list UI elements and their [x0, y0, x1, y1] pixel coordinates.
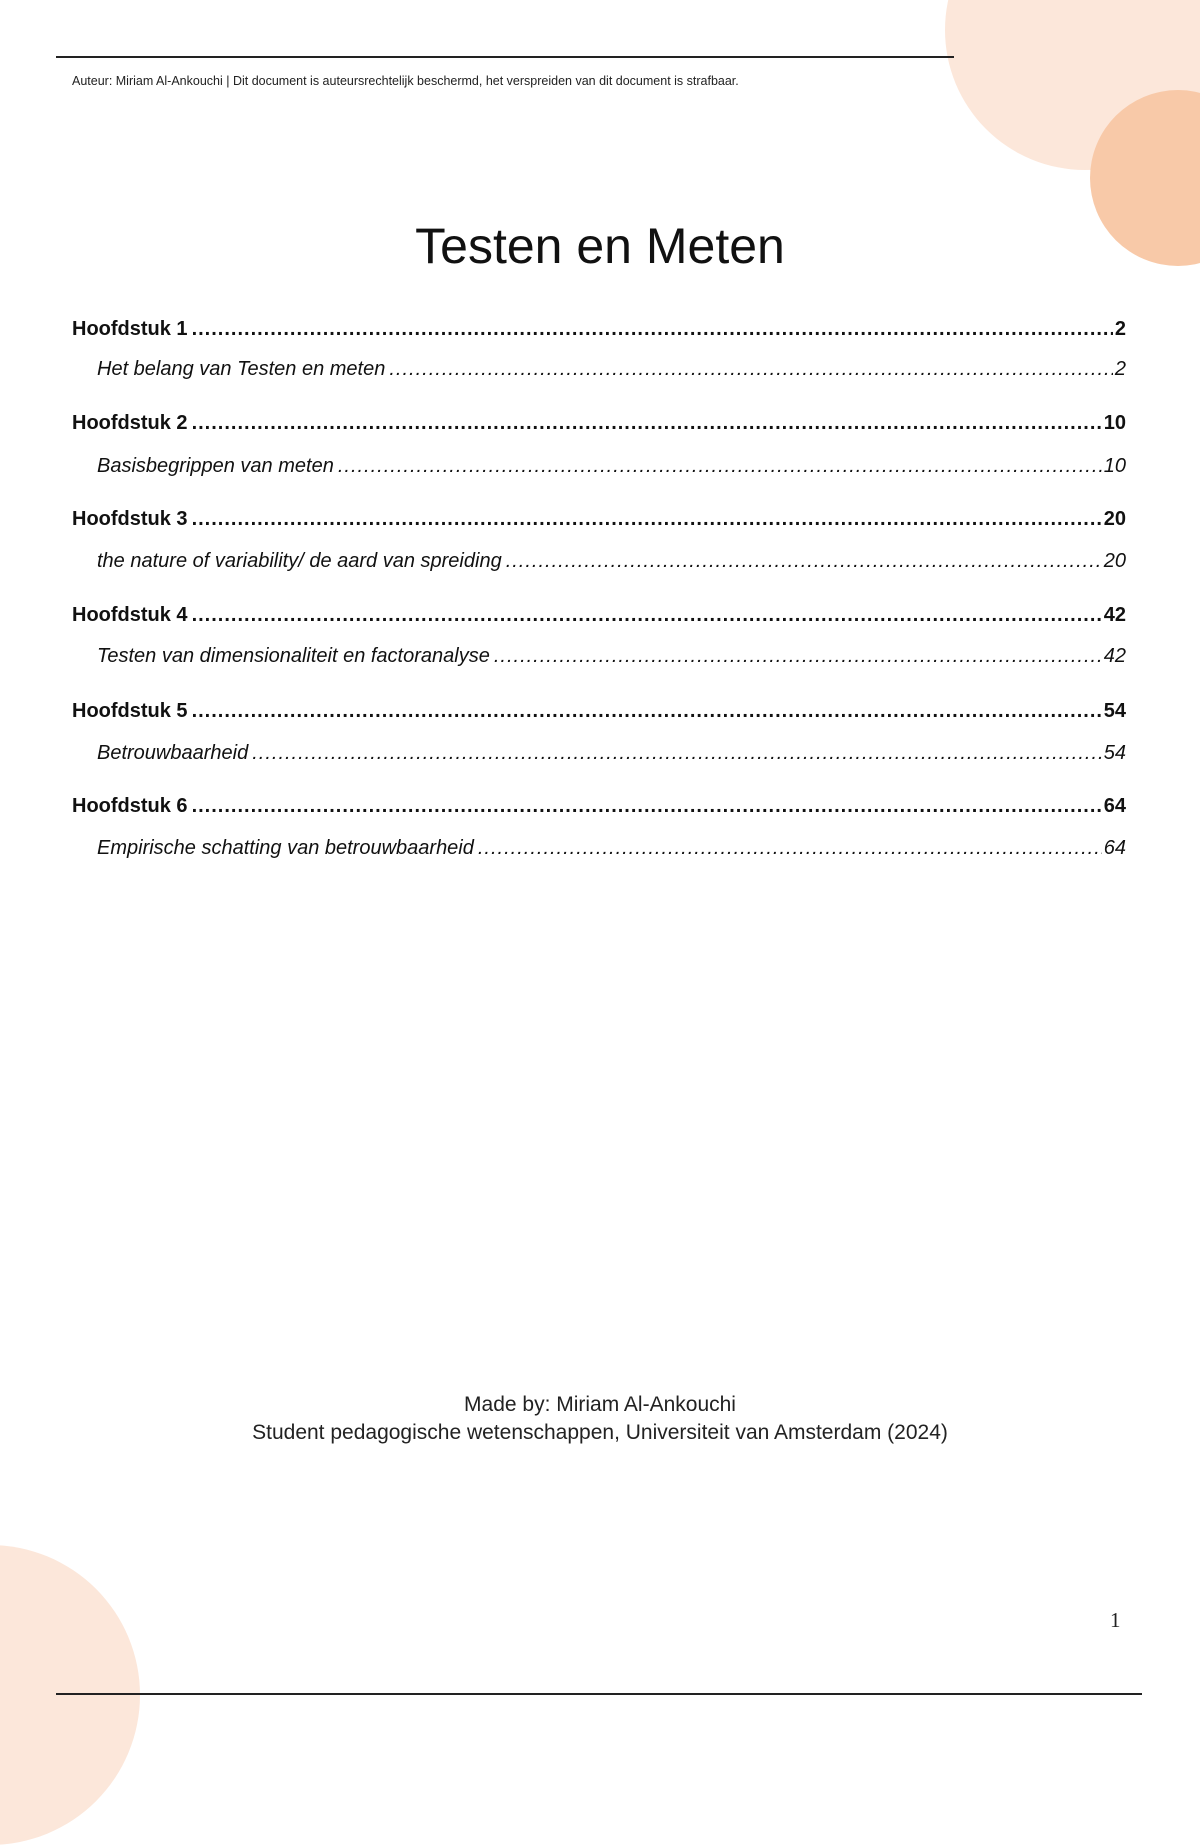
copyright-notice: Auteur: Miriam Al-Ankouchi | Dit document is auteursrechtelijk beschermd, het verspreiden van dit document is strafbaar. — [72, 74, 739, 88]
toc-chapter-label: Hoofdstuk 6 — [72, 795, 188, 817]
toc-leader-dots — [494, 645, 1102, 668]
toc-leader-dots — [192, 700, 1102, 723]
toc-section-label: the nature of variability/ de aard van spreiding — [97, 550, 502, 572]
toc-page-number: 64 — [1103, 795, 1126, 817]
toc-page-number: 54 — [1103, 700, 1126, 722]
toc-chapter-label: Hoofdstuk 5 — [72, 700, 188, 722]
toc-leader-dots — [192, 795, 1102, 818]
credits-affiliation: Student pedagogische wetenschappen, Universiteit van Amsterdam (2024) — [252, 1421, 948, 1444]
toc-leader-dots — [389, 358, 1113, 381]
toc-page-number: 2 — [1114, 318, 1126, 340]
toc-section-5[interactable] — [97, 742, 1126, 765]
toc-chapter-5[interactable] — [72, 700, 1126, 723]
toc-chapter-4[interactable] — [72, 604, 1126, 627]
toc-section-label: Betrouwbaarheid — [97, 742, 249, 764]
toc-page-number: 64 — [1103, 837, 1126, 859]
toc-section-4[interactable] — [97, 645, 1126, 668]
toc-page-number: 42 — [1103, 604, 1126, 626]
toc-leader-dots — [478, 837, 1102, 860]
toc-leader-dots — [192, 508, 1102, 531]
toc-leader-dots — [192, 604, 1102, 627]
toc-section-label: Het belang van Testen en meten — [97, 358, 386, 380]
toc-section-2[interactable] — [97, 455, 1126, 478]
page-number: 1 — [1110, 1608, 1121, 1632]
toc-chapter-3[interactable] — [72, 508, 1126, 531]
toc-page-number: 10 — [1103, 412, 1126, 434]
toc-chapter-2[interactable] — [72, 412, 1126, 435]
toc-chapter-label: Hoofdstuk 3 — [72, 508, 188, 530]
footer-rule — [56, 1693, 1142, 1695]
toc-chapter-label: Hoofdstuk 4 — [72, 604, 188, 626]
toc-leader-dots — [506, 550, 1102, 573]
toc-page-number: 10 — [1103, 455, 1126, 477]
toc-section-6[interactable] — [97, 837, 1126, 860]
header-rule — [56, 56, 954, 58]
toc-page-number: 20 — [1103, 550, 1126, 572]
toc-leader-dots — [192, 318, 1113, 341]
toc-leader-dots — [192, 412, 1102, 435]
toc-section-label: Testen van dimensionaliteit en factoranalyse — [97, 645, 490, 667]
toc-section-1[interactable] — [97, 358, 1126, 381]
toc-page-number: 54 — [1103, 742, 1126, 764]
toc-leader-dots — [252, 742, 1102, 765]
toc-chapter-1[interactable] — [72, 318, 1126, 341]
decorative-circle-bottom — [0, 1545, 140, 1845]
toc-chapter-6[interactable] — [72, 795, 1126, 818]
toc-chapter-label: Hoofdstuk 2 — [72, 412, 188, 434]
credits-author: Made by: Miriam Al-Ankouchi — [464, 1393, 736, 1416]
document-title: Testen en Meten — [415, 218, 785, 274]
toc-chapter-label: Hoofdstuk 1 — [72, 318, 188, 340]
toc-leader-dots — [338, 455, 1102, 478]
toc-section-label: Empirische schatting van betrouwbaarheid — [97, 837, 474, 859]
toc-page-number: 2 — [1114, 358, 1126, 380]
toc-section-label: Basisbegrippen van meten — [97, 455, 334, 477]
toc-section-3[interactable] — [97, 550, 1126, 573]
toc-page-number: 20 — [1103, 508, 1126, 530]
toc-page-number: 42 — [1103, 645, 1126, 667]
